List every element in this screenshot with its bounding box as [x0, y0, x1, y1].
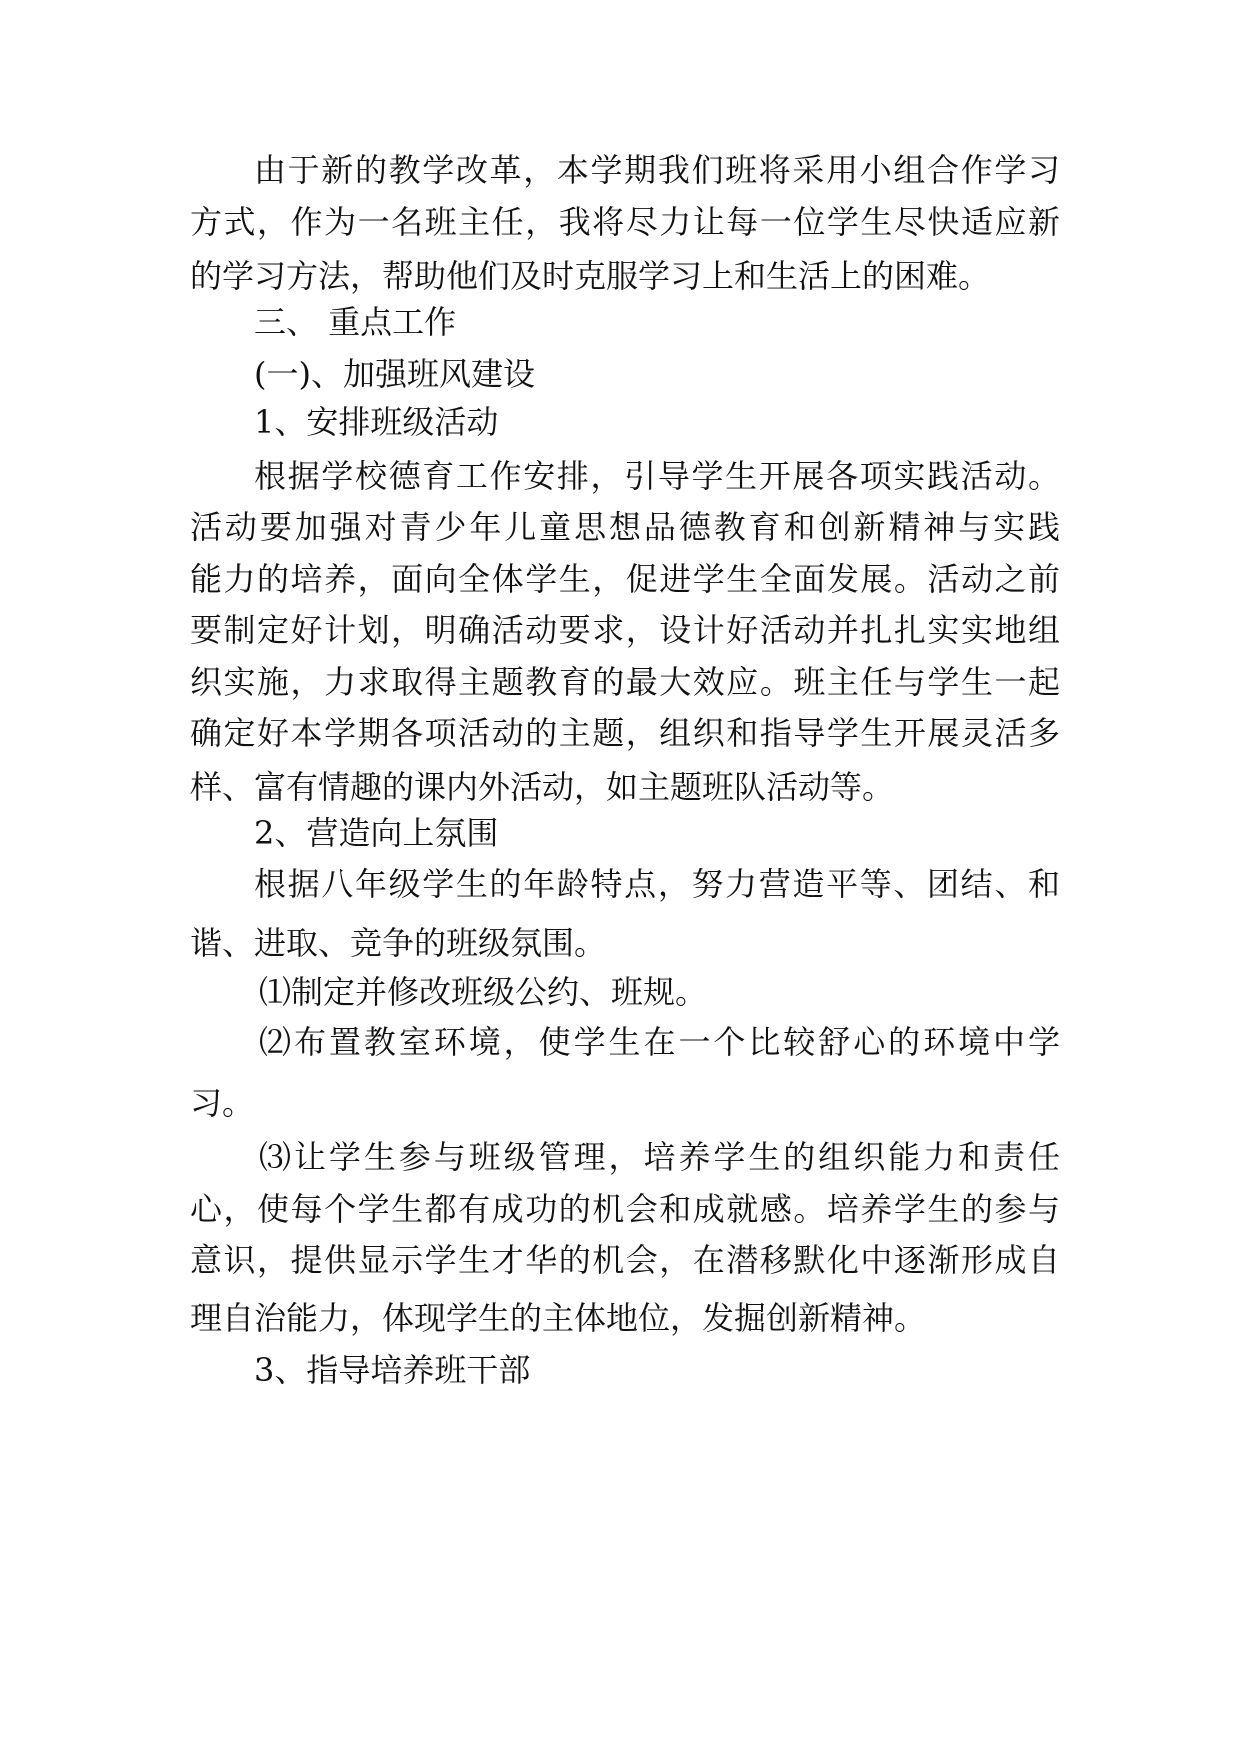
subsection-heading: (一)、加强班风建设	[254, 355, 535, 393]
list-item: ⑵布置教室环境，使学生在一个比较舒心的环境中学	[259, 1023, 1060, 1061]
paragraph-line: 确定好本学期各项活动的主题，组织和指导学生开展灵活多	[190, 714, 1060, 752]
paragraph-line: 样、富有情趣的课内外活动，如主题班队活动等。	[190, 768, 895, 806]
paragraph-line: 织实施，力求取得主题教育的最大效应。班主任与学生一起	[190, 663, 1060, 701]
paragraph-line: 能力的培养，面向全体学生，促进学生全面发展。活动之前	[190, 560, 1060, 598]
paragraph-line: 根据八年级学生的年龄特点，努力营造平等、团结、和	[254, 865, 1060, 903]
list-item: ⑴制定并修改班级公约、班规。	[259, 973, 708, 1011]
paragraph-line: 的学习方法，帮助他们及时克服学习上和生活上的困难。	[190, 257, 991, 295]
paragraph-line: 根据学校德育工作安排，引导学生开展各项实践活动。	[254, 457, 1060, 495]
list-item: ⑶让学生参与班级管理，培养学生的组织能力和责任	[259, 1138, 1060, 1176]
paragraph-line: 活动要加强对青少年儿童思想品德教育和创新精神与实践	[190, 508, 1060, 546]
paragraph-line: 意识，提供显示学生才华的机会，在潜移默化中逐渐形成自	[190, 1241, 1060, 1279]
paragraph-line: 理自治能力，体现学生的主体地位，发掘创新精神。	[190, 1299, 927, 1337]
item-heading: 2、营造向上氛围	[254, 814, 499, 852]
paragraph-line: 要制定好计划，明确活动要求，设计好活动并扎扎实实地组	[190, 611, 1060, 649]
paragraph-line: 方式，作为一名班主任，我将尽力让每一位学生尽快适应新	[190, 203, 1060, 241]
paragraph-line: 习。	[190, 1084, 255, 1122]
item-heading: 3、指导培养班干部	[254, 1351, 531, 1389]
section-heading: 三、 重点工作	[254, 303, 457, 341]
paragraph-line: 心，使每个学生都有成功的机会和成就感。培养学生的参与	[190, 1190, 1060, 1228]
paragraph-line: 由于新的教学改革，本学期我们班将采用小组合作学习	[254, 151, 1060, 189]
paragraph-line: 谐、进取、竞争的班级氛围。	[190, 924, 607, 962]
item-heading: 1、安排班级活动	[254, 403, 499, 441]
